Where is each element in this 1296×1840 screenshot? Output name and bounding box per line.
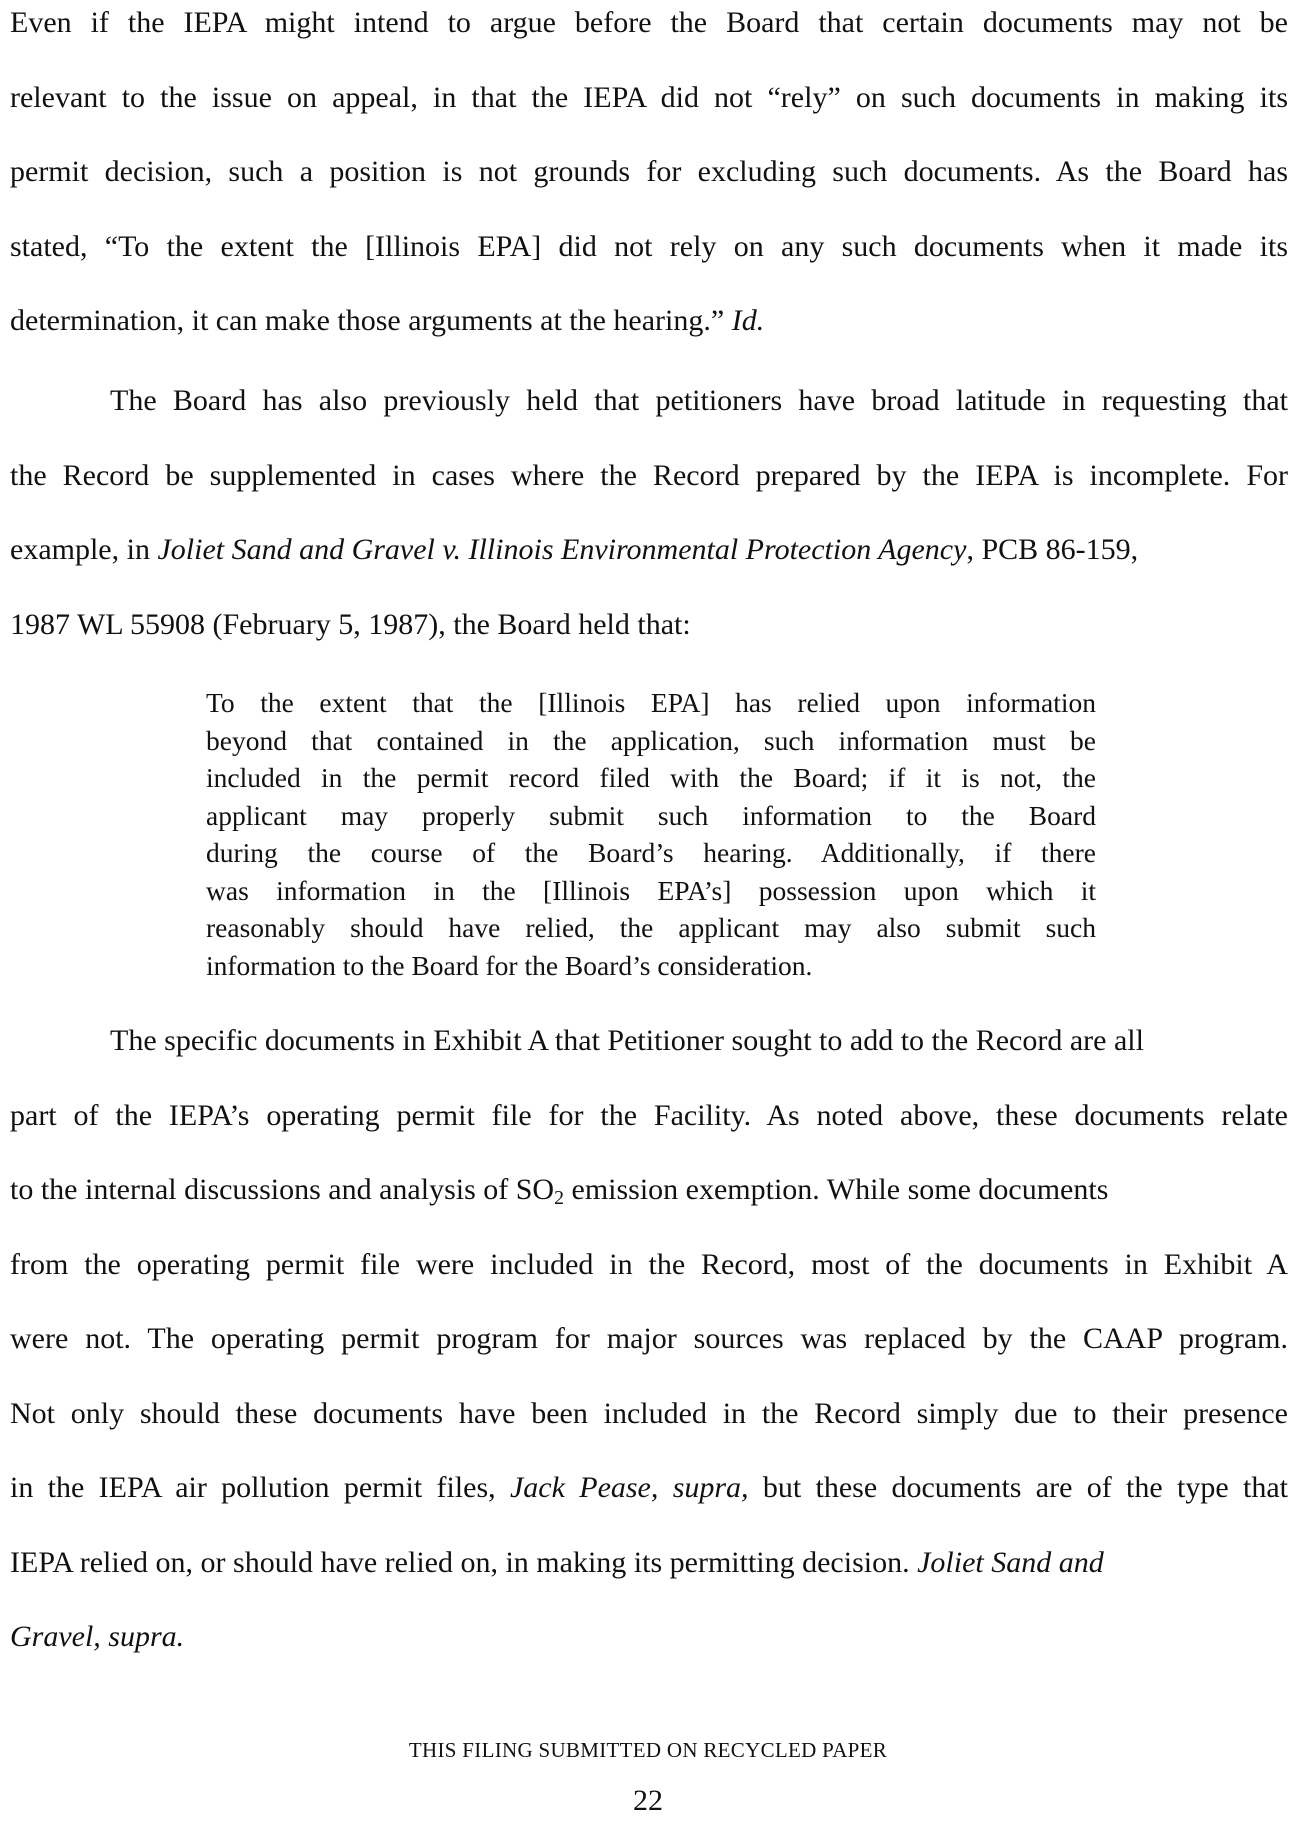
paragraph-3-line: Not only should these documents have been included in the Record simply due to their presence <box>10 1396 1288 1430</box>
so2-subscript: 2 <box>554 1186 564 1209</box>
paragraph-2-line: The Board has also previously held that petitioners have broad latitude in requesting that <box>110 384 1288 417</box>
paragraph-1-line: Even if the IEPA might intend to argue before the Board that certain documents may not be <box>10 6 1288 39</box>
citation-joliet-part1: Joliet Sand and <box>917 1545 1104 1579</box>
recycled-paper-notice: THIS FILING SUBMITTED ON RECYCLED PAPER <box>408 1738 888 1762</box>
paragraph-2 <box>10 364 1288 662</box>
pease-pre-text: in the IEPA air pollution permit files, <box>10 1471 510 1504</box>
page-number: 22 <box>633 1784 663 1817</box>
citation-id: Id. <box>731 304 765 337</box>
block-quote-line: To the extent that the [Illinois EPA] has relied upon information <box>206 687 1096 718</box>
block-quote-line: beyond that contained in the application, such information must be <box>206 724 1096 756</box>
paragraph-2-line: the Record be supplemented in cases where the Record prepared by the IEPA is incomplete. For <box>10 458 1288 492</box>
case-intro-text: example, in <box>10 533 158 566</box>
paragraph-3-line: were not. The operating permit program for major sources was replaced by the CAAP program. <box>10 1322 1288 1355</box>
paragraph-2-case-line <box>10 513 1288 588</box>
paragraph-1-last-text: determination, it can make those arguments at the hearing.” <box>10 304 732 337</box>
paragraph-1-last-line <box>10 284 1288 359</box>
paragraph-2-line: 1987 WL 55908 (February 5, 1987), the Board held that: <box>10 607 691 641</box>
joliet-pre-text: IEPA relied on, or should have relied on, in making its permitting decision. <box>10 1545 918 1579</box>
citation-jack-pease: Jack Pease, supra, <box>509 1471 749 1504</box>
paragraph-3-joliet-line <box>10 1526 1288 1601</box>
paragraph-1-line: stated, “To the extent the [Illinois EPA] did not rely on any such documents when it made its <box>10 229 1288 263</box>
paragraph-3-pease-line <box>10 1451 1288 1526</box>
paragraph-1-line: relevant to the issue on appeal, in that the IEPA did not “rely” on such documents in making its <box>10 80 1288 114</box>
block-quote <box>206 684 1096 984</box>
paragraph-3-line: from the operating permit file were included in the Record, most of the documents in Exhibit A <box>10 1247 1288 1281</box>
case-docket-text: , PCB 86-159, <box>966 533 1139 566</box>
paragraph-3-line: part of the IEPA’s operating permit file for the Facility. As noted above, these documents relate <box>10 1098 1288 1132</box>
pease-post-text: but these documents are of the type that <box>748 1471 1288 1504</box>
paragraph-3-last-line <box>10 1600 1288 1675</box>
block-quote-line: applicant may properly submit such information to the Board <box>206 799 1096 831</box>
block-quote-line: during the course of the Board’s hearing. Additionally, if there <box>206 837 1096 868</box>
citation-joliet-part2: Gravel, supra. <box>10 1620 185 1653</box>
so2-post-text: emission exemption. While some documents <box>564 1173 1109 1206</box>
paragraph-3 <box>10 1004 1288 1675</box>
so2-pre-text: to the internal discussions and analysis of SO <box>10 1173 555 1206</box>
paragraph-1 <box>10 0 1288 359</box>
paragraph-1-line: permit decision, such a position is not grounds for excluding such documents. As the Board has <box>10 155 1288 188</box>
block-quote-line: was information in the [Illinois EPA’s] possession upon which it <box>206 874 1096 906</box>
paragraph-3-so2-line <box>10 1153 1288 1228</box>
block-quote-last-line: information to the Board for the Board’s consideration. <box>206 949 813 981</box>
paragraph-3-line: The specific documents in Exhibit A that Petitioner sought to add to the Record are all <box>110 1024 1144 1057</box>
block-quote-line: included in the permit record filed with the Board; if it is not, the <box>206 762 1096 793</box>
case-name-joliet: Joliet Sand and Gravel v. Illinois Environmental Protection Agency <box>157 533 967 566</box>
block-quote-line: reasonably should have relied, the applicant may also submit such <box>206 912 1096 943</box>
